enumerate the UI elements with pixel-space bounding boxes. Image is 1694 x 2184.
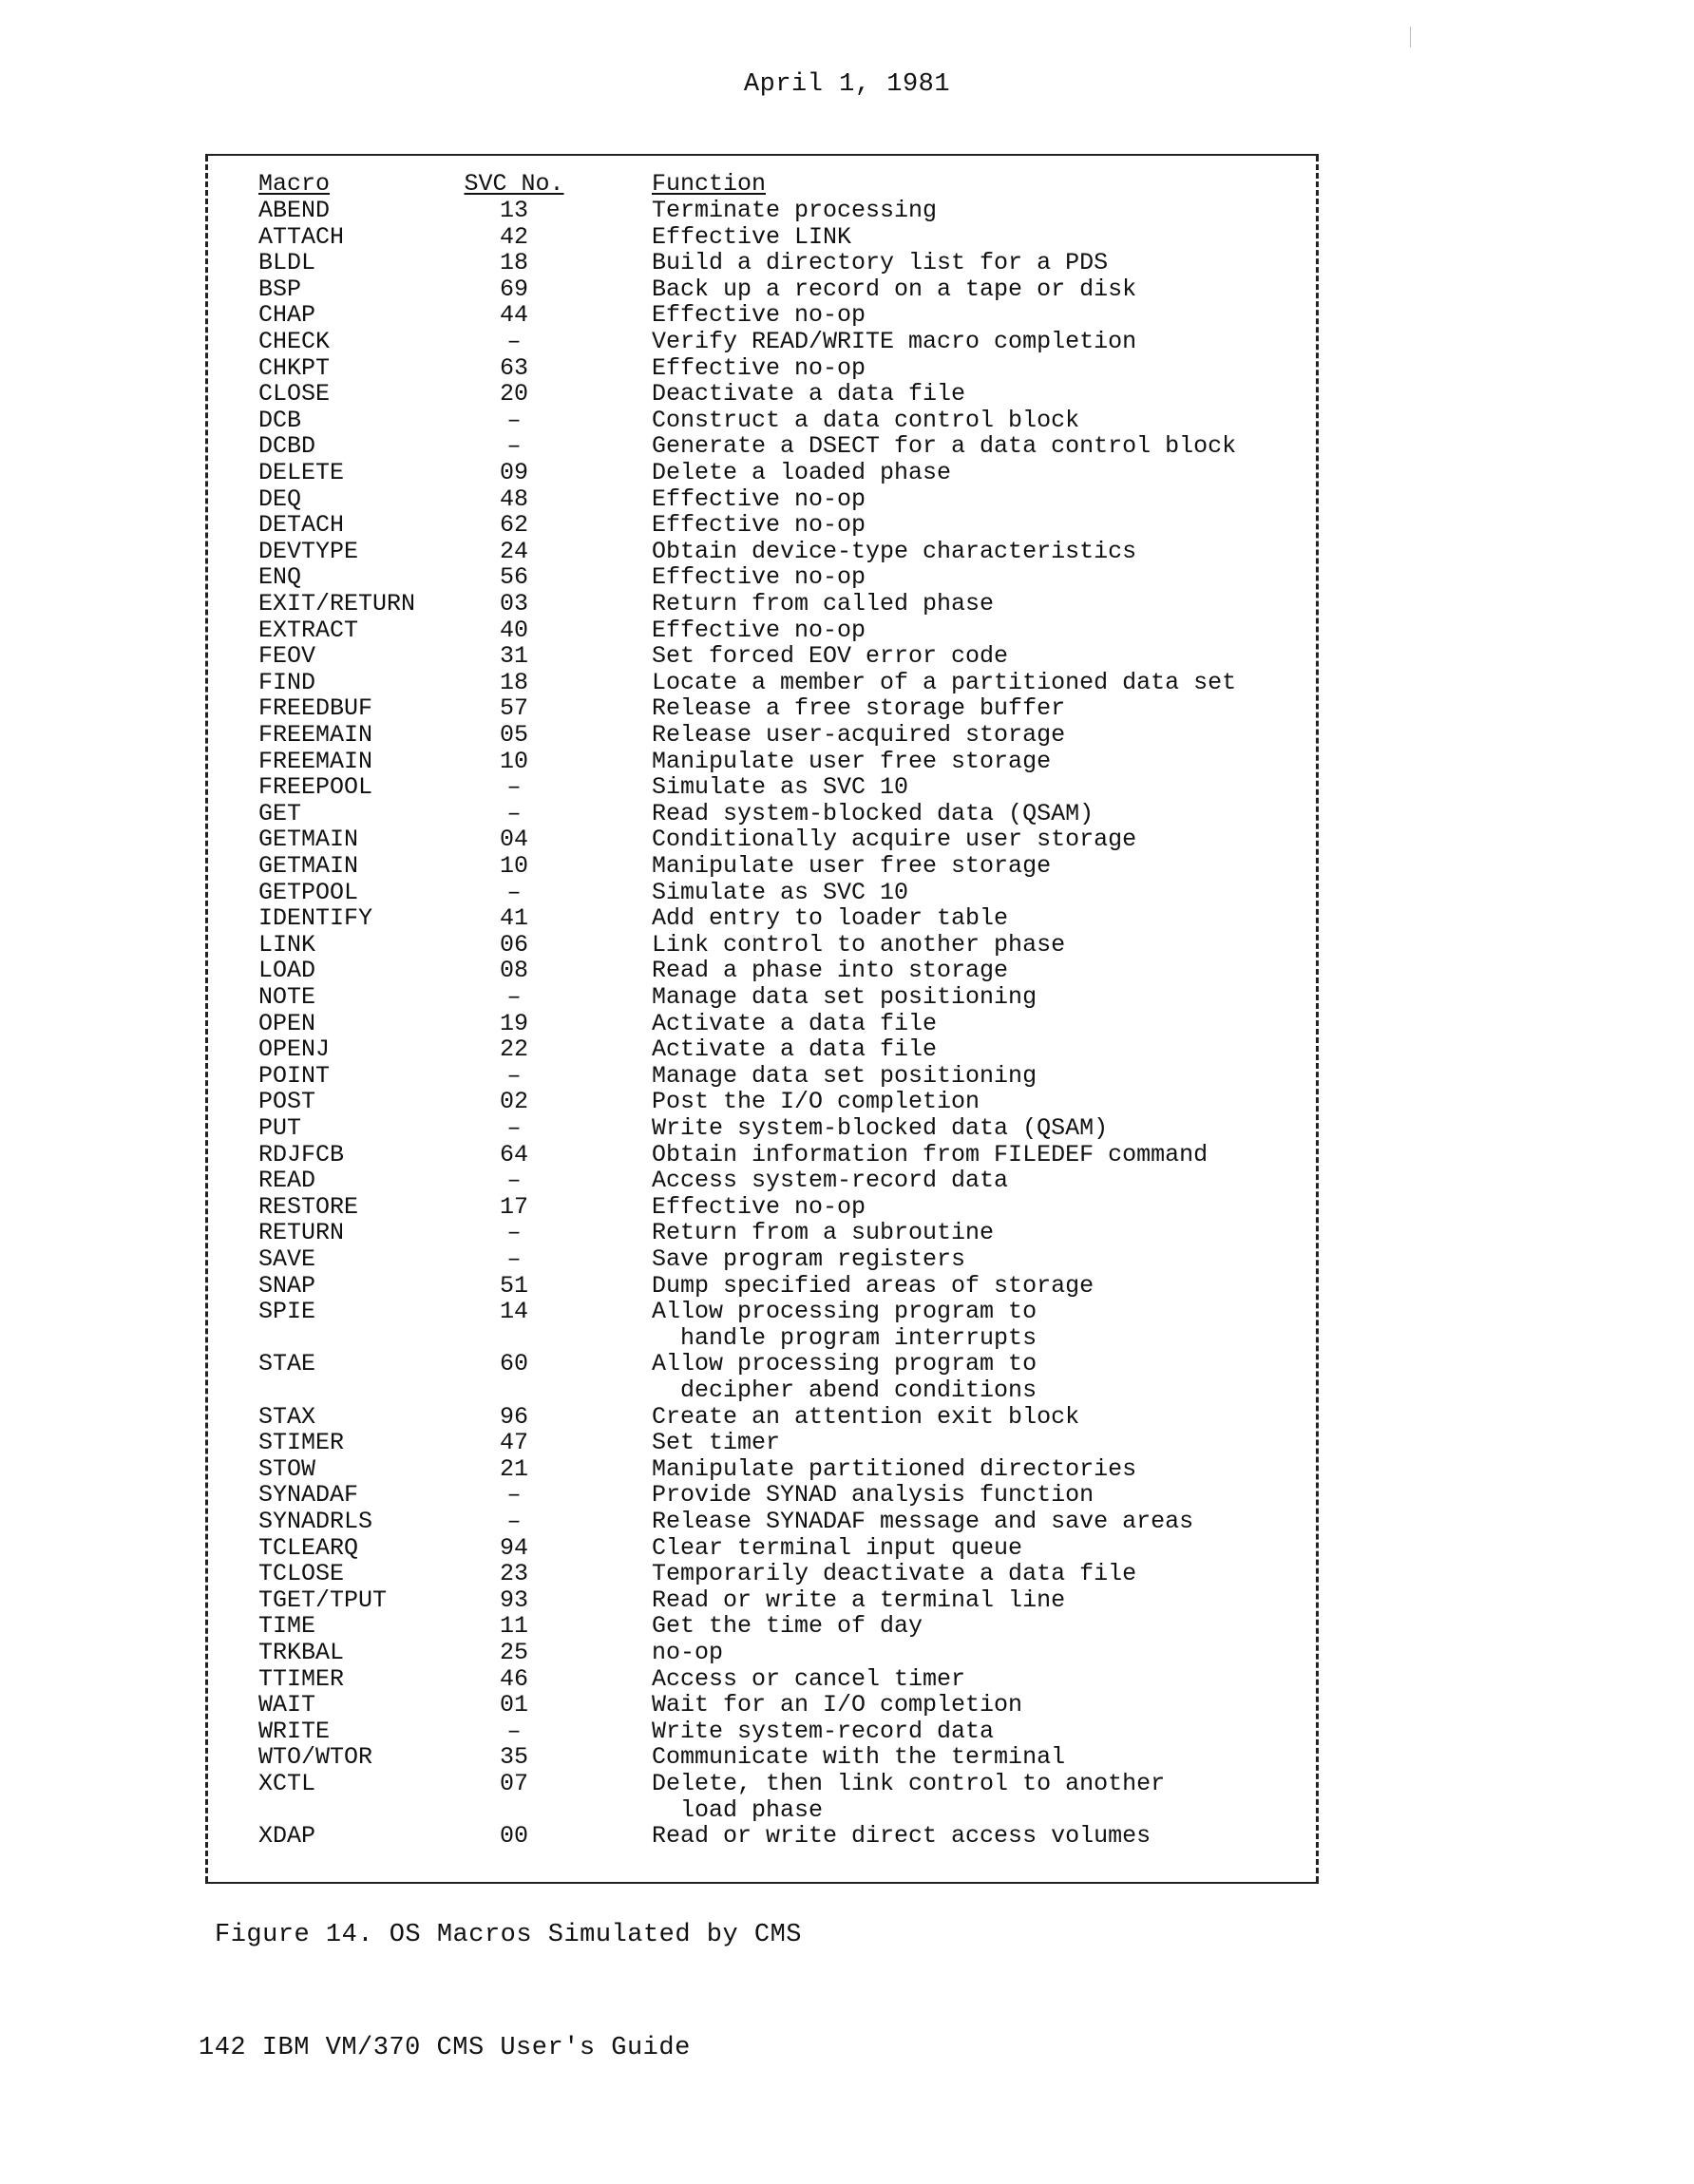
function-cell: Effective no-op	[652, 563, 866, 592]
macro-cell: STIMER	[258, 1429, 345, 1457]
function-cell: Release a free storage buffer	[652, 694, 1066, 723]
table-row	[205, 932, 1319, 959]
macro-cell: GETMAIN	[258, 826, 359, 854]
macro-cell: ENQ	[258, 563, 302, 592]
svc-cell: –	[506, 1167, 522, 1195]
table-row	[205, 433, 1319, 460]
function-cell: Construct a data control block	[652, 406, 1080, 434]
table-row	[205, 853, 1319, 880]
function-cell: Read a phase into storage	[652, 957, 1009, 985]
macro-cell: RETURN	[258, 1219, 345, 1247]
function-cell: Effective no-op	[652, 484, 866, 513]
table-row	[205, 460, 1319, 486]
table-row	[205, 381, 1319, 408]
macro-cell: CHKPT	[258, 353, 331, 382]
table-row	[205, 1036, 1319, 1063]
function-cell: Clear terminal input queue	[652, 1533, 1023, 1562]
function-cell: Read or write a terminal line	[652, 1586, 1066, 1614]
macro-cell: CHECK	[258, 328, 331, 355]
table-header-row	[205, 171, 1319, 198]
macro-cell: RESTORE	[258, 1192, 359, 1221]
macro-cell: WRITE	[258, 1717, 331, 1745]
svc-cell: 48	[499, 484, 528, 513]
table-row	[205, 1535, 1319, 1562]
column-header-svc: SVC No.	[464, 170, 564, 198]
function-cell: Link control to another phase	[652, 930, 1066, 959]
macro-cell: GET	[258, 799, 302, 827]
function-cell: Wait for an I/O completion	[652, 1691, 1023, 1719]
svc-cell: 19	[499, 1009, 528, 1037]
table-row	[205, 1142, 1319, 1168]
svc-cell: 47	[499, 1429, 528, 1457]
table-row	[205, 1561, 1319, 1587]
function-cell: Manage data set positioning	[652, 1061, 1037, 1090]
svc-cell: 10	[499, 747, 528, 775]
table-row	[205, 984, 1319, 1011]
function-cell: Release SYNADAF message and save areas	[652, 1508, 1194, 1535]
function-cell: Activate a data file	[652, 1035, 938, 1064]
svc-cell: 25	[499, 1639, 528, 1666]
table-row	[205, 276, 1319, 303]
macro-cell: SYNADRLS	[258, 1508, 373, 1535]
macro-cell: DCBD	[258, 432, 316, 461]
svc-cell: 60	[499, 1350, 528, 1378]
svc-cell: –	[506, 432, 522, 461]
function-cell: Simulate as SVC 10	[652, 878, 909, 906]
macro-cell: POINT	[258, 1061, 331, 1090]
svc-cell: 17	[499, 1192, 528, 1221]
table-row	[205, 1220, 1319, 1246]
macro-cell: SPIE	[258, 1298, 316, 1326]
macro-cell: NOTE	[258, 983, 316, 1011]
table-row	[205, 905, 1319, 932]
macro-cell: TIME	[258, 1612, 316, 1641]
table-row	[205, 1115, 1319, 1142]
macro-cell: FEOV	[258, 642, 316, 671]
function-cell: no-op	[652, 1639, 724, 1666]
table-row	[205, 1666, 1319, 1693]
macro-cell: FREEMAIN	[258, 747, 373, 775]
svc-cell: 96	[499, 1402, 528, 1431]
svc-cell: 57	[499, 694, 528, 723]
table-row	[205, 1771, 1319, 1797]
function-cell: Back up a record on a tape or disk	[652, 275, 1137, 303]
function-cell: Effective no-op	[652, 1192, 866, 1221]
svc-cell: 06	[499, 930, 528, 959]
table-row	[205, 302, 1319, 329]
function-cell: Release user-acquired storage	[652, 721, 1066, 749]
macro-cell: GETMAIN	[258, 852, 359, 880]
function-cell: Temporarily deactivate a data file	[652, 1560, 1137, 1588]
svc-cell: 93	[499, 1586, 528, 1614]
column-header-function: Function	[652, 170, 767, 198]
table-row	[205, 670, 1319, 696]
function-cell: Access or cancel timer	[652, 1664, 966, 1693]
table-row	[205, 1377, 1319, 1404]
table-row	[205, 539, 1319, 565]
table-row	[205, 1456, 1319, 1483]
table-row	[205, 722, 1319, 749]
function-cell: Effective no-op	[652, 301, 866, 330]
svc-cell: 08	[499, 957, 528, 985]
macro-cell: DCB	[258, 406, 302, 434]
column-header-macro: Macro	[258, 170, 331, 198]
macro-cell: FREEDBUF	[258, 694, 373, 723]
function-cell: Simulate as SVC 10	[652, 773, 909, 802]
function-cell: Manipulate user free storage	[652, 852, 1052, 880]
macro-cell: RDJFCB	[258, 1140, 345, 1168]
table-row	[205, 1168, 1319, 1194]
macro-cell: FREEMAIN	[258, 721, 373, 749]
table-row	[205, 880, 1319, 906]
macro-cell: ABEND	[258, 197, 331, 224]
macro-cell: ATTACH	[258, 222, 345, 251]
svc-cell: 94	[499, 1533, 528, 1562]
function-cell: Verify READ/WRITE macro completion	[652, 328, 1137, 355]
function-cell: Save program registers	[652, 1245, 966, 1273]
macro-cell: LOAD	[258, 957, 316, 985]
svc-cell: –	[506, 799, 522, 827]
table-row	[205, 1430, 1319, 1456]
table-row	[205, 250, 1319, 276]
macro-cell: SAVE	[258, 1245, 316, 1273]
table-row	[205, 564, 1319, 591]
table-row	[205, 826, 1319, 853]
function-cell: Generate a DSECT for a data control block	[652, 432, 1237, 461]
function-cell: Deactivate a data file	[652, 380, 966, 408]
figure-caption: Figure 14. OS Macros Simulated by CMS	[215, 1921, 802, 1949]
svc-cell: 14	[499, 1298, 528, 1326]
macro-cell: IDENTIFY	[258, 904, 373, 933]
table-row	[205, 1797, 1319, 1824]
macro-cell: WAIT	[258, 1691, 316, 1719]
svc-cell: –	[506, 1717, 522, 1745]
function-cell: Add entry to loader table	[652, 904, 1009, 933]
svc-cell: –	[506, 878, 522, 906]
function-cell: Post the I/O completion	[652, 1088, 980, 1116]
table-row	[205, 1089, 1319, 1115]
table-row	[205, 749, 1319, 775]
function-cell: Write system-blocked data (QSAM)	[652, 1114, 1109, 1142]
function-cell: Write system-record data	[652, 1717, 995, 1745]
macro-cell: PUT	[258, 1114, 302, 1142]
function-cell: Communicate with the terminal	[652, 1743, 1066, 1772]
function-cell: Manage data set positioning	[652, 983, 1037, 1011]
function-cell: Effective LINK	[652, 222, 852, 251]
svc-cell: 18	[499, 668, 528, 696]
svc-cell: –	[506, 1114, 522, 1142]
table-row	[205, 1640, 1319, 1666]
function-cell: Effective no-op	[652, 511, 866, 540]
macro-cell: STAE	[258, 1350, 316, 1378]
table-row	[205, 512, 1319, 539]
svc-cell: 69	[499, 275, 528, 303]
svc-cell: 63	[499, 353, 528, 382]
macro-cell: XDAP	[258, 1822, 316, 1851]
table-row	[205, 1509, 1319, 1535]
function-cell: Access system-record data	[652, 1167, 1009, 1195]
macro-cell: READ	[258, 1167, 316, 1195]
svc-cell: –	[506, 1481, 522, 1510]
page-footer: 142 IBM VM/370 CMS User's Guide	[199, 2034, 691, 2062]
svc-cell: 23	[499, 1560, 528, 1588]
function-cell: Return from a subroutine	[652, 1219, 995, 1247]
function-cell: Read system-blocked data (QSAM)	[652, 799, 1094, 827]
function-cell: Manipulate partitioned directories	[652, 1454, 1137, 1483]
macro-table	[205, 154, 1319, 1884]
svc-cell: –	[506, 1219, 522, 1247]
macro-cell: EXTRACT	[258, 616, 359, 644]
svc-cell: 35	[499, 1743, 528, 1772]
table-row	[205, 801, 1319, 827]
svc-cell: 40	[499, 616, 528, 644]
function-cell: Conditionally acquire user storage	[652, 826, 1137, 854]
macro-cell: CLOSE	[258, 380, 331, 408]
function-cell: Effective no-op	[652, 616, 866, 644]
macro-cell: SNAP	[258, 1271, 316, 1300]
macro-cell: TRKBAL	[258, 1639, 345, 1666]
function-cell: Return from called phase	[652, 590, 995, 617]
table-row	[205, 1823, 1319, 1850]
svc-cell: 18	[499, 249, 528, 277]
function-cell: Set forced EOV error code	[652, 642, 1009, 671]
svc-cell: 62	[499, 511, 528, 540]
table-row	[205, 958, 1319, 984]
table-row	[205, 643, 1319, 670]
macro-cell: GETPOOL	[258, 878, 359, 906]
svc-cell: –	[506, 1508, 522, 1535]
macro-cell: DEQ	[258, 484, 302, 513]
macro-cell: DELETE	[258, 459, 345, 486]
svc-cell: 05	[499, 721, 528, 749]
svc-cell: 00	[499, 1822, 528, 1851]
macro-cell: BLDL	[258, 249, 316, 277]
svc-cell: 42	[499, 222, 528, 251]
macro-cell: BSP	[258, 275, 302, 303]
macro-cell: EXIT/RETURN	[258, 590, 416, 617]
macro-cell: FREEPOOL	[258, 773, 373, 802]
table-row	[205, 1719, 1319, 1745]
svc-cell: 46	[499, 1664, 528, 1693]
macro-cell: TTIMER	[258, 1664, 345, 1693]
svc-cell: 01	[499, 1691, 528, 1719]
function-cell: Allow processing program to	[652, 1298, 1037, 1326]
function-cell: Build a directory list for a PDS	[652, 249, 1109, 277]
table-row	[205, 695, 1319, 722]
svc-cell: 44	[499, 301, 528, 330]
function-cell: Locate a member of a partitioned data set	[652, 668, 1237, 696]
table-row	[205, 1246, 1319, 1273]
function-cell: Delete a loaded phase	[652, 459, 952, 486]
svc-cell: 03	[499, 590, 528, 617]
svc-cell: 21	[499, 1454, 528, 1483]
svc-cell: 02	[499, 1088, 528, 1116]
function-cell: Obtain device-type characteristics	[652, 537, 1137, 565]
macro-cell: DETACH	[258, 511, 345, 540]
svc-cell: 20	[499, 380, 528, 408]
svc-cell: 09	[499, 459, 528, 486]
function-cell: Dump specified areas of storage	[652, 1271, 1094, 1300]
svc-cell: –	[506, 406, 522, 434]
table-row	[205, 355, 1319, 382]
function-cell: Provide SYNAD analysis function	[652, 1481, 1094, 1510]
macro-cell: SYNADAF	[258, 1481, 359, 1510]
svc-cell: 13	[499, 197, 528, 224]
page-date: April 1, 1981	[743, 70, 951, 99]
macro-cell: FIND	[258, 668, 316, 696]
function-cell: Terminate processing	[652, 197, 938, 224]
function-cell: Manipulate user free storage	[652, 747, 1052, 775]
function-cell: Set timer	[652, 1429, 781, 1457]
table-row	[205, 1744, 1319, 1771]
function-cell: handle program interrupts	[652, 1323, 1037, 1352]
table-row	[205, 1351, 1319, 1377]
table-row	[205, 617, 1319, 644]
table-row	[205, 329, 1319, 355]
svc-cell: 22	[499, 1035, 528, 1064]
table-row	[205, 1011, 1319, 1037]
macro-cell: CHAP	[258, 301, 316, 330]
table-row	[205, 1194, 1319, 1221]
macro-cell: DEVTYPE	[258, 537, 359, 565]
table-row	[205, 1613, 1319, 1640]
function-cell: load phase	[652, 1795, 824, 1824]
svc-cell: 64	[499, 1140, 528, 1168]
function-cell: Effective no-op	[652, 353, 866, 382]
function-cell: Activate a data file	[652, 1009, 938, 1037]
svc-cell: 07	[499, 1770, 528, 1797]
macro-cell: POST	[258, 1088, 316, 1116]
table-row	[205, 1063, 1319, 1090]
macro-cell: LINK	[258, 930, 316, 959]
svc-cell: 11	[499, 1612, 528, 1641]
table-row	[205, 486, 1319, 513]
svc-cell: 51	[499, 1271, 528, 1300]
svc-cell: 31	[499, 642, 528, 671]
svc-cell: –	[506, 1061, 522, 1090]
macro-cell: OPENJ	[258, 1035, 331, 1064]
macro-cell: STAX	[258, 1402, 316, 1431]
macro-cell: STOW	[258, 1454, 316, 1483]
table-row	[205, 224, 1319, 251]
function-cell: Read or write direct access volumes	[652, 1822, 1152, 1851]
table-row	[205, 1587, 1319, 1614]
table-row	[205, 774, 1319, 801]
macro-cell: TGET/TPUT	[258, 1586, 388, 1614]
scan-mark	[1410, 27, 1414, 47]
function-cell: Obtain information from FILEDEF command	[652, 1140, 1209, 1168]
macro-cell: XCTL	[258, 1770, 316, 1797]
svc-cell: 24	[499, 537, 528, 565]
function-cell: Delete, then link control to another	[652, 1770, 1166, 1797]
table-row	[205, 1482, 1319, 1509]
function-cell: Get the time of day	[652, 1612, 923, 1641]
svc-cell: –	[506, 1245, 522, 1273]
table-row	[205, 198, 1319, 224]
macro-cell: OPEN	[258, 1009, 316, 1037]
svc-cell: 10	[499, 852, 528, 880]
svc-cell: 56	[499, 563, 528, 592]
table-row	[205, 1692, 1319, 1719]
table-row	[205, 1325, 1319, 1352]
table-row	[205, 591, 1319, 617]
table-row	[205, 1299, 1319, 1325]
macro-cell: WTO/WTOR	[258, 1743, 373, 1772]
table-row	[205, 408, 1319, 434]
svc-cell: –	[506, 328, 522, 355]
macro-cell: TCLEARQ	[258, 1533, 359, 1562]
table-row	[205, 1273, 1319, 1300]
table-row	[205, 1404, 1319, 1431]
svc-cell: 04	[499, 826, 528, 854]
svc-cell: –	[506, 773, 522, 802]
function-cell: Allow processing program to	[652, 1350, 1037, 1378]
svc-cell: 41	[499, 904, 528, 933]
function-cell: decipher abend conditions	[652, 1377, 1037, 1404]
function-cell: Create an attention exit block	[652, 1402, 1080, 1431]
macro-cell: TCLOSE	[258, 1560, 345, 1588]
svc-cell: –	[506, 983, 522, 1011]
